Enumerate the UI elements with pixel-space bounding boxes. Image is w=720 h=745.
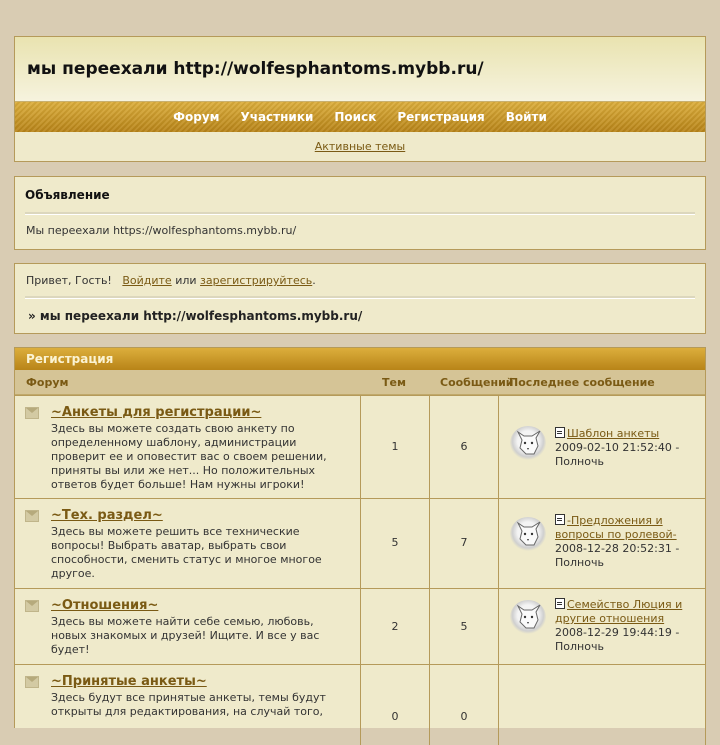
announcement-box <box>14 176 706 250</box>
last-post-info <box>555 514 703 570</box>
last-post-info <box>555 427 703 469</box>
forum-category <box>14 347 706 728</box>
page-icon <box>555 514 565 525</box>
posts-cell <box>429 665 498 745</box>
last-post-link[interactable]: -Предложения и вопросы по ролевой- <box>555 514 677 541</box>
last-post-date: 2008-12-29 19:44:19 - Полночь <box>555 626 680 653</box>
posts-count: 5 <box>460 620 468 633</box>
col-topics: Тем <box>382 376 406 389</box>
last-post-cell <box>498 396 706 499</box>
posts-count: 6 <box>460 440 468 453</box>
last-post-date: 2009-02-10 21:52:40 - Полночь <box>555 441 680 468</box>
active-topics-link[interactable]: Активные темы <box>314 139 406 153</box>
nav-members[interactable]: Участники <box>240 110 314 124</box>
forum-header <box>14 36 706 162</box>
sub-nav <box>15 132 705 160</box>
forum-row <box>15 498 705 589</box>
last-post-cell <box>498 499 706 589</box>
register-link[interactable]: зарегистрируйтесь <box>200 274 313 287</box>
announcement-text: Мы переехали https://wolfesphantoms.mybb.ru/ <box>26 224 297 237</box>
last-post-link[interactable]: Шаблон анкеты <box>567 427 660 440</box>
last-post-cell <box>498 665 706 745</box>
column-headers <box>15 370 705 395</box>
board-title: мы переехали http://wolfesphantoms.mybb.ru/ <box>27 59 484 79</box>
or-text: или <box>175 274 197 287</box>
topics-count: 2 <box>391 620 399 633</box>
topics-cell <box>360 499 429 589</box>
nav-register[interactable]: Регистрация <box>397 110 485 124</box>
greeting-box <box>14 263 706 334</box>
col-last-post: Последнее сообщение <box>509 376 655 389</box>
greeting-text: Привет, Гость! <box>26 274 112 287</box>
posts-cell <box>429 396 498 499</box>
forum-cell <box>15 396 360 499</box>
posts-count: 7 <box>460 536 468 549</box>
forum-link[interactable]: ~Анкеты для регистрации~ <box>51 405 262 420</box>
divider <box>25 296 695 299</box>
forum-cell <box>15 499 360 589</box>
forum-description: Здесь вы можете решить все технические вопросы! Выбрать аватар, выбрать свои способности, сменить статус и многое многое другое. <box>51 525 322 580</box>
col-posts: Сообщений <box>440 376 514 389</box>
page-icon <box>555 598 565 609</box>
topics-cell <box>360 589 429 665</box>
forum-status-icon <box>25 676 39 688</box>
topics-cell <box>360 665 429 745</box>
wolf-avatar-icon <box>510 517 546 551</box>
col-forum: Форум <box>26 376 69 389</box>
nav-forum[interactable]: Форум <box>173 110 220 124</box>
topics-count: 5 <box>391 536 399 549</box>
forum-link[interactable]: ~Принятые анкеты~ <box>51 674 207 689</box>
page-icon <box>555 427 565 438</box>
forum-description: Здесь будут все принятые анкеты, темы будут открыты для редактирования, на случай того, <box>51 691 326 718</box>
forum-row <box>15 395 705 499</box>
wolf-avatar-icon <box>510 426 546 460</box>
forum-status-icon <box>25 407 39 419</box>
forum-row <box>15 664 705 745</box>
forum-description: Здесь вы можете найти себе семью, любовь, новых знакомых и друзей! Ищите. И все у вас будет! <box>51 615 320 656</box>
forum-cell <box>15 589 360 665</box>
forum-link[interactable]: ~Тех. раздел~ <box>51 508 163 523</box>
forum-row <box>15 588 705 665</box>
category-title: Регистрация <box>15 348 705 370</box>
divider <box>25 212 695 215</box>
forum-cell <box>15 665 360 745</box>
login-link[interactable]: Войдите <box>122 274 172 287</box>
last-post-date: 2008-12-28 20:52:31 - Полночь <box>555 542 680 569</box>
forum-status-icon <box>25 510 39 522</box>
forum-link[interactable]: ~Отношения~ <box>51 598 159 613</box>
greeting-line <box>26 274 316 287</box>
topics-count: 0 <box>391 710 399 723</box>
last-post-cell <box>498 589 706 665</box>
topics-count: 1 <box>391 440 399 453</box>
topics-cell <box>360 396 429 499</box>
greeting-suffix: . <box>312 274 316 287</box>
nav-search[interactable]: Поиск <box>334 110 377 124</box>
posts-cell <box>429 589 498 665</box>
nav-login[interactable]: Войти <box>505 110 547 124</box>
forum-status-icon <box>25 600 39 612</box>
wolf-avatar-icon <box>510 600 546 634</box>
main-nav <box>15 102 705 132</box>
breadcrumb: » мы переехали http://wolfesphantoms.mybb.ru/ <box>28 309 363 323</box>
posts-cell <box>429 499 498 589</box>
last-post-info <box>555 598 703 654</box>
last-post-link[interactable]: Семейство Люция и другие отношения <box>555 598 683 625</box>
forum-description: Здесь вы можете создать свою анкету по определенному шаблону, администрации проверит ее и оповестит вас о своем решении, приняты вы или же нет... Но положительных ответов будет больше! Нам нужны игроки! <box>51 422 327 491</box>
posts-count: 0 <box>460 710 468 723</box>
announcement-heading: Объявление <box>25 188 110 202</box>
title-bar <box>15 37 705 102</box>
